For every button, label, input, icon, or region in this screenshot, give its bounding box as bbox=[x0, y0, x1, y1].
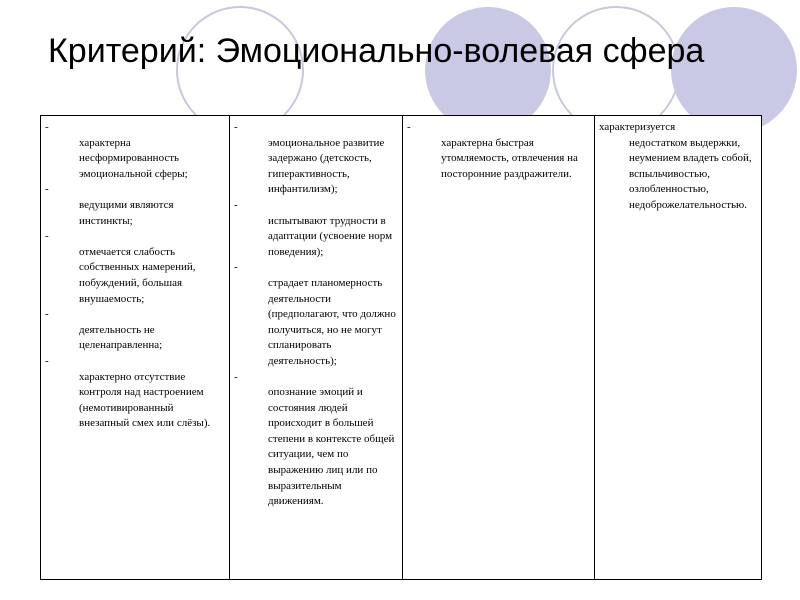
list-bullet: - bbox=[234, 198, 238, 211]
list-bullet: - bbox=[234, 261, 238, 274]
list-item: испытывают трудности в адаптации (усвоение норм поведения); bbox=[268, 214, 393, 258]
list-item: эмоциональное развитие задержано (детскость, гиперактивность, инфантилизм); bbox=[268, 136, 385, 196]
list-bullet: - bbox=[45, 354, 49, 367]
list-bullet: - bbox=[45, 121, 49, 133]
table-cell-3 bbox=[403, 116, 595, 580]
list-item: ведущими являются инстинкты; bbox=[79, 198, 174, 227]
table-row bbox=[41, 116, 762, 580]
list-item: деятельность не целенаправленна; bbox=[79, 323, 163, 352]
list-item-lead: характеризуется bbox=[599, 121, 676, 133]
page-title: Критерий: Эмоционально-волевая сфера bbox=[48, 32, 705, 70]
list-item: характерно отсутствие контроля над настроением (немотивированный внезапный смех или слёзы). bbox=[79, 370, 211, 430]
list-bullet: - bbox=[234, 121, 238, 133]
list-bullet: - bbox=[45, 308, 49, 321]
list-item: характерна несформированность эмоциональной сферы; bbox=[79, 136, 188, 180]
list-bullet: - bbox=[407, 121, 411, 133]
list-bullet: - bbox=[234, 370, 238, 383]
table-cell-4 bbox=[595, 116, 762, 580]
list-bullet: - bbox=[45, 230, 49, 243]
list-item: характерна быстрая утомляемость, отвлечения на посторонние раздражители. bbox=[441, 136, 578, 180]
list-bullet: - bbox=[45, 183, 49, 196]
table-cell-2 bbox=[230, 116, 403, 580]
criteria-table bbox=[40, 115, 762, 580]
table-cell-1 bbox=[41, 116, 230, 580]
list-item: недостатком выдержки, неумением владеть собой, вспыльчивостью, озлобленностью, недоброжелательностью. bbox=[629, 136, 752, 211]
list-item: опознание эмоций и состояния людей происходит в большей степени в контексте общей ситуации, чем по выражению лиц или по выразительным движениям. bbox=[268, 386, 395, 508]
list-item: отмечается слабость собственных намерений, побуждений, большая внушаемость; bbox=[79, 245, 196, 305]
list-item: страдает планомерность деятельности (предполагают, что должно получиться, но не могут спланировать деятельность); bbox=[268, 276, 396, 367]
